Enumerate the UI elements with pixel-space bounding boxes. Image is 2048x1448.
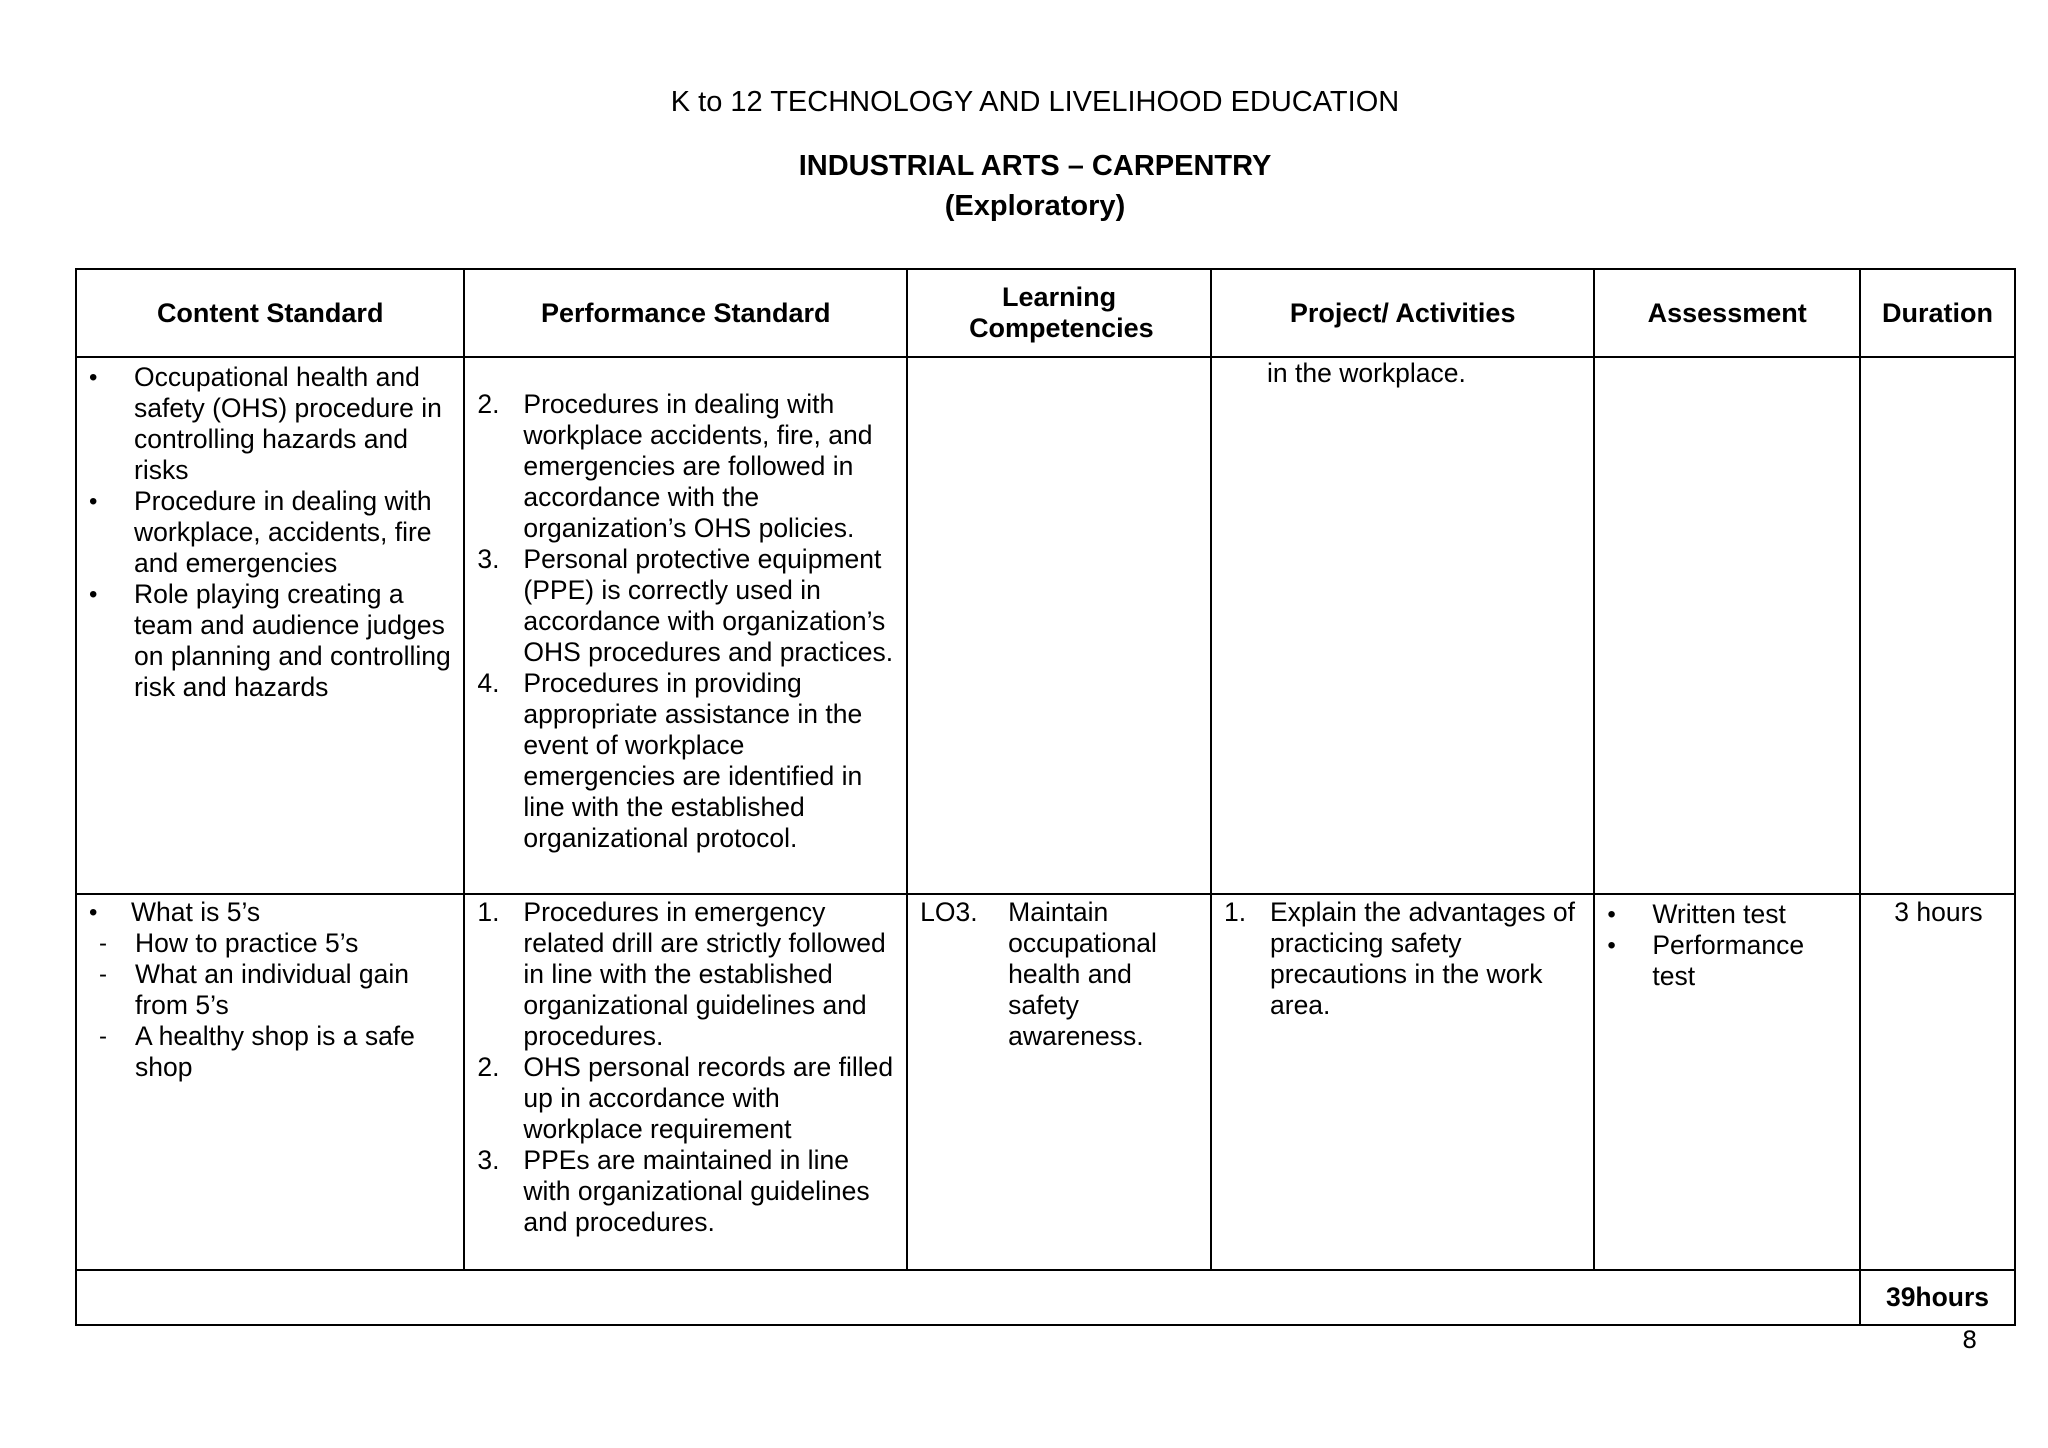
learning-competencies-cell xyxy=(907,894,1211,1270)
list-item: 1. Procedures in emergency related drill are strictly followed in line with the established organizational guidelines and procedures. xyxy=(477,897,886,1051)
list-item: • What is 5’s - How to practice 5’s - What an individual gain from 5’s - A healthy shop is a safe shop xyxy=(89,897,453,1083)
activities-cell xyxy=(1211,894,1594,1270)
column-header: Content Standard xyxy=(76,269,464,357)
activities-continued-text: in the workplace. xyxy=(1267,358,1466,388)
assessment-cell xyxy=(1594,894,1860,1270)
list-item: - How to practice 5’s xyxy=(89,928,453,959)
list-item: • Role playing creating a team and audience judges on planning and controlling risk and hazards xyxy=(89,579,453,703)
column-header: Duration xyxy=(1860,269,2015,357)
performance-standard-cell xyxy=(464,894,907,1270)
duration-cell: 3 hours xyxy=(1860,894,2015,1270)
column-header: Performance Standard xyxy=(464,269,907,357)
column-header: Assessment xyxy=(1594,269,1860,357)
list-item: 3. PPEs are maintained in line with organizational guidelines and procedures. xyxy=(477,1145,870,1237)
lo-label: LO3. xyxy=(920,897,978,927)
table-row xyxy=(76,894,2015,1270)
total-label-cell xyxy=(76,1270,1860,1325)
column-header: Learning Competencies xyxy=(907,269,1211,357)
learning-competencies-cell xyxy=(907,357,1211,894)
list-item: • Performance test xyxy=(1607,930,1849,992)
list-item: 1. Explain the advantages of practicing safety precautions in the work area. xyxy=(1224,897,1575,1020)
document-title: K to 12 TECHNOLOGY AND LIVELIHOOD EDUCATION xyxy=(670,86,1400,118)
list-item: • Written test xyxy=(1607,899,1849,930)
curriculum-table xyxy=(75,268,2016,1326)
activities-cell xyxy=(1211,357,1594,894)
list-item: - What an individual gain from 5’s xyxy=(89,959,453,1021)
content-standard-cell xyxy=(76,894,464,1270)
list-item: • Procedure in dealing with workplace, accidents, fire and emergencies xyxy=(89,486,453,579)
list-item: 2. Procedures in dealing with workplace accidents, fire, and emergencies are followed in accordance with the organization’s OHS policies. xyxy=(477,389,873,543)
performance-standard-cell xyxy=(464,357,907,894)
duration-cell xyxy=(1860,357,2015,894)
column-header: Project/ Activities xyxy=(1211,269,1594,357)
list-item: 3. Personal protective equipment (PPE) is correctly used in accordance with organization’s OHS procedures and practices. xyxy=(477,544,894,667)
content-standard-cell xyxy=(76,357,464,894)
total-duration: 39hours xyxy=(1860,1270,2015,1325)
list-item: 4. Procedures in providing appropriate assistance in the event of workplace emergencies are identified in line with the established organizational protocol. xyxy=(477,668,863,853)
list-item: 2. OHS personal records are filled up in accordance with workplace requirement xyxy=(477,1052,894,1144)
table-row xyxy=(76,357,2015,894)
table-total-row xyxy=(76,1270,2015,1325)
page-number: 8 xyxy=(1962,1326,1978,1354)
assessment-cell xyxy=(1594,357,1860,894)
document-subtitle-exploratory: (Exploratory) xyxy=(944,190,1126,222)
list-item: • Occupational health and safety (OHS) procedure in controlling hazards and risks xyxy=(89,362,453,486)
table-header-row xyxy=(76,269,2015,357)
document-subtitle: INDUSTRIAL ARTS – CARPENTRY xyxy=(798,150,1272,182)
list-item: - A healthy shop is a safe shop xyxy=(89,1021,453,1083)
lo-text: Maintain occupational health and safety awareness. xyxy=(1008,897,1157,1051)
